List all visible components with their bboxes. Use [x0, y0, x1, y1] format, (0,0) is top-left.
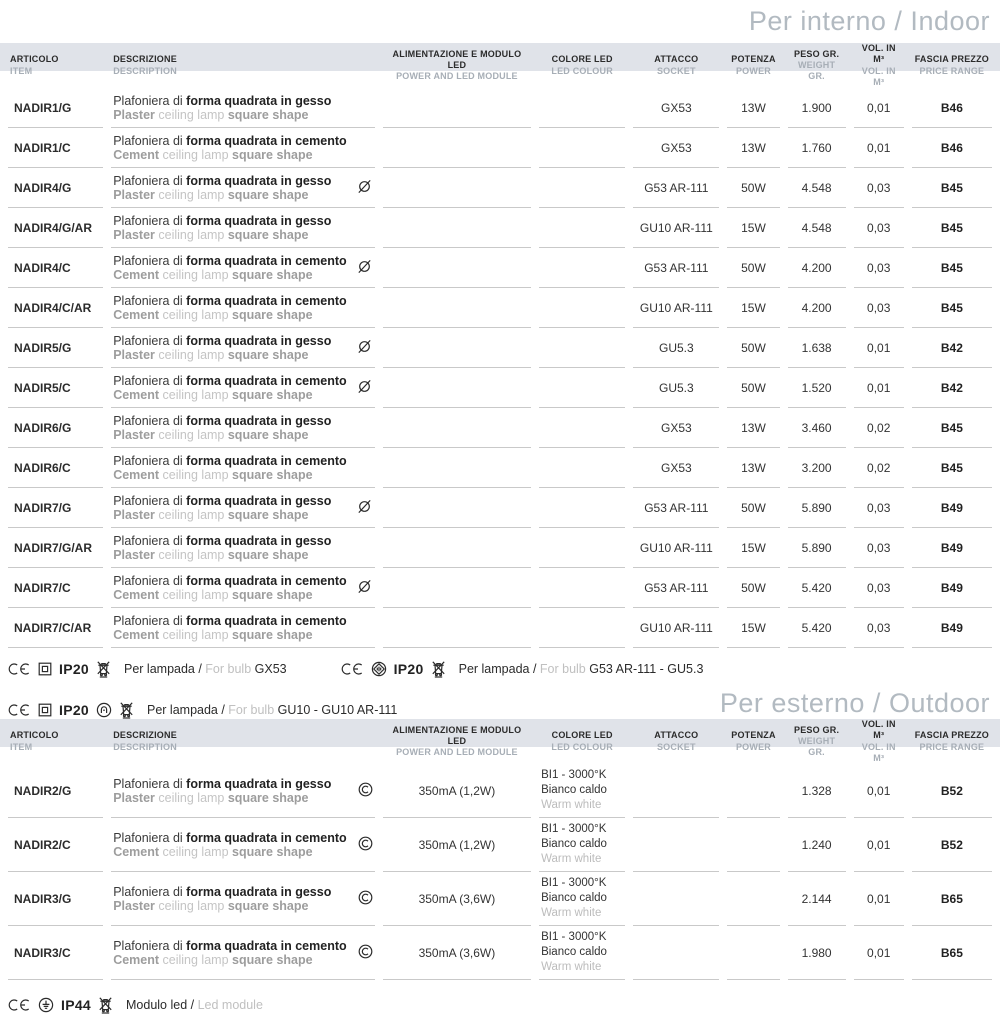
weight-cell: 5.890 — [788, 488, 846, 528]
description-en: Plaster ceiling lamp square shape — [113, 107, 309, 122]
power-module-cell — [383, 448, 531, 488]
power-cell — [727, 764, 779, 818]
led-colour-cell — [539, 528, 625, 568]
dimmer-icon — [356, 379, 373, 397]
description-cell — [111, 128, 375, 168]
socket-cell: GU10 AR-111 — [633, 528, 719, 568]
socket-cell: GU10 AR-111 — [633, 288, 719, 328]
article-cell: NADIR3/C — [8, 926, 103, 980]
ip-rating: IP20 — [393, 661, 424, 677]
weight-cell: 4.548 — [788, 168, 846, 208]
ce-mark-icon — [8, 998, 31, 1012]
description-it: Plafoniera di forma quadrata in cemento — [113, 453, 347, 468]
description-cell — [111, 208, 375, 248]
volume-cell: 0,03 — [854, 288, 904, 328]
column-header-descrizione: DESCRIZIONE DESCRIPTION — [113, 54, 177, 76]
column-header-fascia-prezzo: FASCIA PREZZO PRICE RANGE — [914, 730, 990, 752]
constant-current-icon — [358, 782, 373, 800]
power-cell: 15W — [727, 288, 779, 328]
article-cell: NADIR1/C — [8, 128, 103, 168]
description-it: Plafoniera di forma quadrata in cemento — [113, 573, 347, 588]
class-ii-insulation-icon — [38, 703, 52, 717]
cert-line-gu10 — [8, 701, 397, 719]
description-it: Plafoniera di forma quadrata in cemento — [113, 293, 347, 308]
power-cell — [727, 926, 779, 980]
description-it: Plafoniera di forma quadrata in gesso — [113, 93, 332, 108]
led-colour-cell — [539, 168, 625, 208]
indoor-table-header — [8, 43, 992, 88]
dimmer-icon — [356, 259, 373, 277]
description-it: Plafoniera di forma quadrata in gesso — [113, 493, 332, 508]
table-row — [8, 926, 992, 980]
weight-cell: 1.900 — [788, 88, 846, 128]
description-cell — [111, 88, 375, 128]
table-row — [8, 488, 992, 528]
outdoor-table-header — [8, 719, 992, 764]
volume-cell: 0,01 — [854, 328, 904, 368]
cert-text: Per lampada / For bulb GU10 - GU10 AR-111 — [147, 703, 398, 717]
weight-cell: 5.420 — [788, 568, 846, 608]
article-cell: NADIR1/G — [8, 88, 103, 128]
table-row — [8, 368, 992, 408]
volume-cell: 0,03 — [854, 528, 904, 568]
power-module-cell — [383, 568, 531, 608]
description-en: Cement ceiling lamp square shape — [113, 147, 313, 162]
cert-text: Modulo led / Led module — [126, 998, 263, 1012]
table-row — [8, 88, 992, 128]
price-range-cell: B45 — [912, 408, 992, 448]
description-cell — [111, 328, 375, 368]
column-header-descrizione: DESCRIZIONE DESCRIPTION — [113, 730, 177, 752]
column-header-articolo: ARTICOLO ITEM — [10, 54, 59, 76]
column-header-colore-led: COLORE LED LED COLOUR — [551, 730, 613, 752]
column-header-peso: PESO GR. WEIGHT GR. — [794, 724, 840, 758]
power-cell: 50W — [727, 368, 779, 408]
article-cell: NADIR5/G — [8, 328, 103, 368]
socket-cell: GU5.3 — [633, 328, 719, 368]
description-cell — [111, 568, 375, 608]
description-en: Plaster ceiling lamp square shape — [113, 507, 309, 522]
article-cell: NADIR7/G/AR — [8, 528, 103, 568]
table-row — [8, 288, 992, 328]
weight-cell: 5.890 — [788, 528, 846, 568]
weight-cell: 3.460 — [788, 408, 846, 448]
cert-text: Per lampada / For bulb G53 AR-111 - GU5.3 — [458, 662, 704, 676]
volume-cell: 0,01 — [854, 368, 904, 408]
power-cell: 50W — [727, 328, 779, 368]
socket-cell — [633, 872, 719, 926]
description-cell — [111, 608, 375, 648]
description-it: Plafoniera di forma quadrata in gesso — [113, 213, 332, 228]
weee-crossed-bin-icon — [98, 996, 113, 1014]
table-row — [8, 328, 992, 368]
price-range-cell: B45 — [912, 208, 992, 248]
ce-mark-icon — [8, 703, 31, 717]
column-header-potenza: POTENZA POWER — [731, 730, 776, 752]
volume-cell: 0,03 — [854, 208, 904, 248]
led-colour-cell: BI1 - 3000°K Bianco caldo Warm white — [539, 764, 625, 818]
volume-cell: 0,03 — [854, 248, 904, 288]
description-cell — [111, 872, 375, 926]
description-en: Plaster ceiling lamp square shape — [113, 427, 309, 442]
article-cell: NADIR4/C/AR — [8, 288, 103, 328]
power-cell — [727, 872, 779, 926]
description-en: Plaster ceiling lamp square shape — [113, 187, 309, 202]
description-cell — [111, 926, 375, 980]
socket-cell: GX53 — [633, 128, 719, 168]
cert-text: Per lampada / For bulb GX53 — [124, 662, 287, 676]
description-en: Cement ceiling lamp square shape — [113, 267, 313, 282]
outdoor-section-title: Per esterno / Outdoor — [719, 688, 990, 718]
led-colour-cell — [539, 608, 625, 648]
protected-lamp-icon — [96, 702, 112, 718]
weight-cell: 4.548 — [788, 208, 846, 248]
power-cell: 50W — [727, 488, 779, 528]
weight-cell: 3.200 — [788, 448, 846, 488]
power-cell: 15W — [727, 208, 779, 248]
constant-current-icon — [358, 944, 373, 962]
price-range-cell: B42 — [912, 328, 992, 368]
description-en: Cement ceiling lamp square shape — [113, 844, 313, 859]
weight-cell: 2.144 — [788, 872, 846, 926]
led-colour-cell — [539, 568, 625, 608]
power-module-cell — [383, 248, 531, 288]
column-header-potenza: POTENZA POWER — [731, 54, 776, 76]
description-it: Plafoniera di forma quadrata in cemento — [113, 373, 347, 388]
power-cell — [727, 818, 779, 872]
socket-cell — [633, 764, 719, 818]
volume-cell: 0,01 — [854, 764, 904, 818]
column-header-colore-led: COLORE LED LED COLOUR — [551, 54, 613, 76]
volume-cell: 0,01 — [854, 128, 904, 168]
description-cell — [111, 288, 375, 328]
indoor-table — [0, 43, 1000, 648]
led-colour-cell — [539, 208, 625, 248]
description-en: Plaster ceiling lamp square shape — [113, 790, 309, 805]
weight-cell: 1.240 — [788, 818, 846, 872]
socket-cell: GU10 AR-111 — [633, 208, 719, 248]
socket-cell — [633, 818, 719, 872]
column-header-alimentazione: ALIMENTAZIONE E MODULO LED POWER AND LED MODULE — [392, 724, 522, 758]
power-module-cell — [383, 368, 531, 408]
constant-current-icon — [358, 890, 373, 908]
description-cell — [111, 764, 375, 818]
volume-cell: 0,02 — [854, 448, 904, 488]
article-cell: NADIR7/C/AR — [8, 608, 103, 648]
description-en: Cement ceiling lamp square shape — [113, 627, 313, 642]
constant-current-icon — [358, 836, 373, 854]
power-cell: 13W — [727, 448, 779, 488]
description-en: Plaster ceiling lamp square shape — [113, 347, 309, 362]
column-header-attacco: ATTACCO SOCKET — [654, 54, 699, 76]
led-colour-cell: BI1 - 3000°K Bianco caldo Warm white — [539, 926, 625, 980]
description-en: Plaster ceiling lamp square shape — [113, 898, 309, 913]
price-range-cell: B45 — [912, 448, 992, 488]
price-range-cell: B65 — [912, 872, 992, 926]
power-module-cell — [383, 408, 531, 448]
table-row — [8, 872, 992, 926]
article-cell: NADIR4/G — [8, 168, 103, 208]
description-cell — [111, 168, 375, 208]
volume-cell: 0,01 — [854, 818, 904, 872]
article-cell: NADIR6/G — [8, 408, 103, 448]
table-row — [8, 568, 992, 608]
weight-cell: 1.760 — [788, 128, 846, 168]
power-module-cell — [383, 128, 531, 168]
circle-diamond-mark-icon — [371, 661, 387, 677]
price-range-cell: B49 — [912, 608, 992, 648]
article-cell: NADIR2/G — [8, 764, 103, 818]
table-row — [8, 128, 992, 168]
indoor-section-title: Per interno / Indoor — [748, 6, 990, 36]
outdoor-table-body — [8, 764, 992, 980]
column-header-volume: VOL. IN M³ VOL. IN M³ — [861, 43, 896, 87]
ip-rating: IP20 — [59, 661, 89, 677]
cert-line-gx53 — [8, 660, 287, 678]
volume-cell: 0,03 — [854, 168, 904, 208]
dimmer-icon — [356, 499, 373, 517]
power-module-cell: 350mA (1,2W) — [383, 818, 531, 872]
cert-line-g53 — [341, 660, 704, 678]
description-it: Plafoniera di forma quadrata in cemento — [113, 938, 347, 953]
ce-mark-icon — [8, 662, 31, 676]
article-cell: NADIR4/G/AR — [8, 208, 103, 248]
earth-ground-icon — [38, 997, 54, 1013]
table-row — [8, 168, 992, 208]
column-header-peso: PESO GR. WEIGHT GR. — [794, 48, 840, 82]
price-range-cell: B45 — [912, 168, 992, 208]
class-ii-insulation-icon — [38, 662, 52, 676]
column-header-alimentazione: ALIMENTAZIONE E MODULO LED POWER AND LED MODULE — [392, 48, 522, 82]
power-module-cell — [383, 88, 531, 128]
socket-cell: G53 AR-111 — [633, 168, 719, 208]
table-row — [8, 764, 992, 818]
description-en: Cement ceiling lamp square shape — [113, 587, 313, 602]
led-colour-cell — [539, 368, 625, 408]
dimmer-icon — [356, 579, 373, 597]
led-colour-cell: BI1 - 3000°K Bianco caldo Warm white — [539, 872, 625, 926]
description-cell — [111, 248, 375, 288]
dimmer-icon — [356, 339, 373, 357]
power-cell: 50W — [727, 248, 779, 288]
price-range-cell: B49 — [912, 568, 992, 608]
outdoor-table — [0, 719, 1000, 980]
article-cell: NADIR6/C — [8, 448, 103, 488]
price-range-cell: B46 — [912, 128, 992, 168]
description-cell — [111, 488, 375, 528]
volume-cell: 0,01 — [854, 872, 904, 926]
article-cell: NADIR7/C — [8, 568, 103, 608]
power-cell: 13W — [727, 128, 779, 168]
price-range-cell: B42 — [912, 368, 992, 408]
description-cell — [111, 368, 375, 408]
price-range-cell: B49 — [912, 528, 992, 568]
description-cell — [111, 448, 375, 488]
power-module-cell — [383, 328, 531, 368]
article-cell: NADIR5/C — [8, 368, 103, 408]
weight-cell: 4.200 — [788, 288, 846, 328]
column-header-fascia-prezzo: FASCIA PREZZO PRICE RANGE — [914, 54, 990, 76]
weee-crossed-bin-icon — [96, 660, 111, 678]
weight-cell: 5.420 — [788, 608, 846, 648]
power-module-cell: 350mA (3,6W) — [383, 872, 531, 926]
power-module-cell — [383, 488, 531, 528]
table-row — [8, 818, 992, 872]
description-en: Cement ceiling lamp square shape — [113, 467, 313, 482]
price-range-cell: B49 — [912, 488, 992, 528]
column-header-articolo: ARTICOLO ITEM — [10, 730, 59, 752]
weight-cell: 1.638 — [788, 328, 846, 368]
description-it: Plafoniera di forma quadrata in cemento — [113, 830, 347, 845]
socket-cell: GU10 AR-111 — [633, 608, 719, 648]
price-range-cell: B45 — [912, 288, 992, 328]
power-module-cell: 350mA (3,6W) — [383, 926, 531, 980]
weee-crossed-bin-icon — [119, 701, 134, 719]
weee-crossed-bin-icon — [431, 660, 446, 678]
socket-cell: G53 AR-111 — [633, 488, 719, 528]
volume-cell: 0,03 — [854, 488, 904, 528]
price-range-cell: B45 — [912, 248, 992, 288]
description-it: Plafoniera di forma quadrata in gesso — [113, 533, 332, 548]
indoor-table-body — [8, 88, 992, 648]
price-range-cell: B65 — [912, 926, 992, 980]
description-it: Plafoniera di forma quadrata in cemento — [113, 613, 347, 628]
column-header-volume: VOL. IN M³ VOL. IN M³ — [861, 719, 896, 763]
volume-cell: 0,03 — [854, 608, 904, 648]
led-colour-cell — [539, 248, 625, 288]
led-colour-cell — [539, 448, 625, 488]
socket-cell: G53 AR-111 — [633, 568, 719, 608]
table-row — [8, 528, 992, 568]
table-row — [8, 408, 992, 448]
table-row — [8, 208, 992, 248]
led-colour-cell — [539, 128, 625, 168]
led-colour-cell — [539, 488, 625, 528]
price-range-cell: B52 — [912, 818, 992, 872]
socket-cell — [633, 926, 719, 980]
article-cell: NADIR4/C — [8, 248, 103, 288]
power-module-cell — [383, 168, 531, 208]
socket-cell: GU5.3 — [633, 368, 719, 408]
power-module-cell — [383, 208, 531, 248]
weight-cell: 4.200 — [788, 248, 846, 288]
power-cell: 50W — [727, 568, 779, 608]
weight-cell: 1.520 — [788, 368, 846, 408]
power-module-cell: 350mA (1,2W) — [383, 764, 531, 818]
cert-line-led-module — [8, 996, 1000, 1014]
description-en: Cement ceiling lamp square shape — [113, 387, 313, 402]
description-en: Cement ceiling lamp square shape — [113, 952, 313, 967]
article-cell: NADIR7/G — [8, 488, 103, 528]
table-row — [8, 448, 992, 488]
ce-mark-icon — [341, 662, 364, 676]
description-cell — [111, 818, 375, 872]
volume-cell: 0,02 — [854, 408, 904, 448]
description-en: Cement ceiling lamp square shape — [113, 307, 313, 322]
socket-cell: GX53 — [633, 408, 719, 448]
description-it: Plafoniera di forma quadrata in gesso — [113, 884, 332, 899]
led-colour-cell — [539, 88, 625, 128]
description-it: Plafoniera di forma quadrata in cemento — [113, 253, 347, 268]
description-cell — [111, 528, 375, 568]
led-colour-cell — [539, 328, 625, 368]
power-module-cell — [383, 608, 531, 648]
table-row — [8, 608, 992, 648]
socket-cell: G53 AR-111 — [633, 248, 719, 288]
power-cell: 13W — [727, 88, 779, 128]
power-cell: 15W — [727, 608, 779, 648]
power-cell: 50W — [727, 168, 779, 208]
led-colour-cell: BI1 - 3000°K Bianco caldo Warm white — [539, 818, 625, 872]
article-cell: NADIR3/G — [8, 872, 103, 926]
description-it: Plafoniera di forma quadrata in cemento — [113, 133, 347, 148]
price-range-cell: B46 — [912, 88, 992, 128]
ip-rating: IP44 — [61, 997, 91, 1013]
table-row — [8, 248, 992, 288]
description-en: Plaster ceiling lamp square shape — [113, 227, 309, 242]
article-cell: NADIR2/C — [8, 818, 103, 872]
description-it: Plafoniera di forma quadrata in gesso — [113, 776, 332, 791]
socket-cell: GX53 — [633, 88, 719, 128]
column-header-attacco: ATTACCO SOCKET — [654, 730, 699, 752]
socket-cell: GX53 — [633, 448, 719, 488]
price-range-cell: B52 — [912, 764, 992, 818]
power-cell: 13W — [727, 408, 779, 448]
power-module-cell — [383, 528, 531, 568]
power-module-cell — [383, 288, 531, 328]
volume-cell: 0,01 — [854, 88, 904, 128]
description-en: Plaster ceiling lamp square shape — [113, 547, 309, 562]
ip-rating: IP20 — [59, 702, 89, 718]
description-it: Plafoniera di forma quadrata in gesso — [113, 173, 332, 188]
weight-cell: 1.328 — [788, 764, 846, 818]
led-colour-cell — [539, 408, 625, 448]
certifications-indoor — [8, 660, 1000, 719]
power-cell: 15W — [727, 528, 779, 568]
description-cell — [111, 408, 375, 448]
description-it: Plafoniera di forma quadrata in gesso — [113, 333, 332, 348]
description-it: Plafoniera di forma quadrata in gesso — [113, 413, 332, 428]
volume-cell: 0,03 — [854, 568, 904, 608]
weight-cell: 1.980 — [788, 926, 846, 980]
led-colour-cell — [539, 288, 625, 328]
dimmer-icon — [356, 179, 373, 197]
volume-cell: 0,01 — [854, 926, 904, 980]
